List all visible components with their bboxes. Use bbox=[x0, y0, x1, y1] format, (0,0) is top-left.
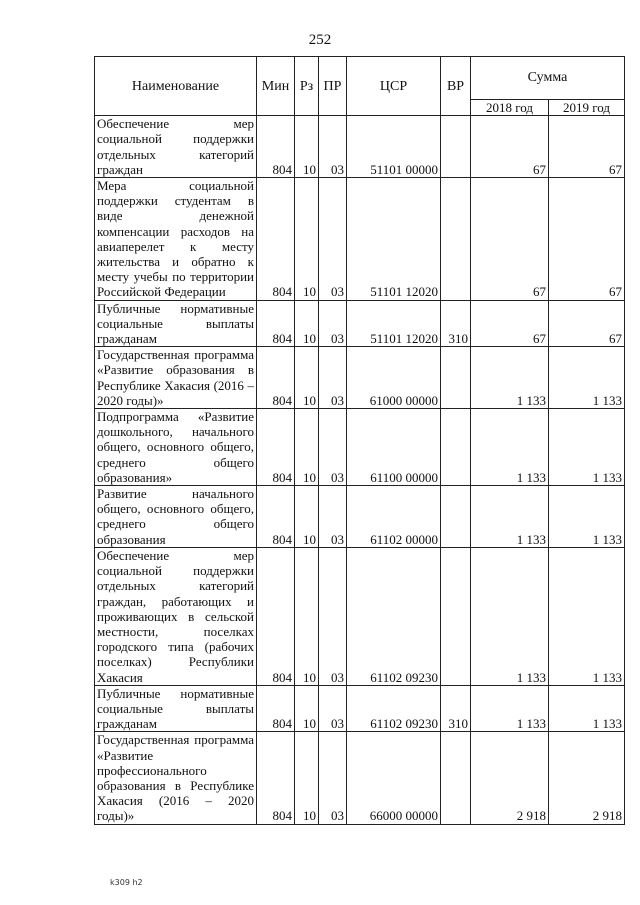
table-row bbox=[95, 486, 625, 548]
row-name: Обеспечение мер социальной поддержки отдельных категорий граждан, работающих и проживающих в сельской местности, поселках городского типа (рабочих поселках) Республики Хакасия bbox=[95, 547, 257, 685]
row-rz: 10 bbox=[295, 685, 319, 732]
row-pr: 03 bbox=[319, 347, 347, 409]
row-rz: 10 bbox=[295, 347, 319, 409]
row-rz: 10 bbox=[295, 732, 319, 824]
row-sum-2019: 1 133 bbox=[549, 486, 625, 548]
row-sum-2018: 2 918 bbox=[471, 732, 549, 824]
row-rz: 10 bbox=[295, 116, 319, 178]
table-row bbox=[95, 409, 625, 486]
row-vr bbox=[441, 486, 471, 548]
row-csr: 51101 12020 bbox=[347, 178, 441, 301]
row-sum-2018: 1 133 bbox=[471, 347, 549, 409]
row-pr: 03 bbox=[319, 685, 347, 732]
table-body bbox=[95, 116, 625, 824]
row-sum-2018: 1 133 bbox=[471, 685, 549, 732]
page-number: 252 bbox=[308, 32, 332, 48]
row-csr: 61100 00000 bbox=[347, 409, 441, 486]
row-vr: 310 bbox=[441, 685, 471, 732]
row-vr bbox=[441, 178, 471, 301]
footer-document-code: k309 h2 bbox=[110, 878, 143, 887]
row-csr: 61102 00000 bbox=[347, 486, 441, 548]
row-min: 804 bbox=[257, 347, 295, 409]
row-csr: 51101 12020 bbox=[347, 300, 441, 347]
row-sum-2018: 67 bbox=[471, 178, 549, 301]
row-min: 804 bbox=[257, 486, 295, 548]
row-name: Государственная программа «Развитие образования в Республике Хакасия (2016 – 2020 годы)» bbox=[95, 347, 257, 409]
table-row bbox=[95, 300, 625, 347]
row-min: 804 bbox=[257, 685, 295, 732]
row-vr bbox=[441, 732, 471, 824]
row-pr: 03 bbox=[319, 732, 347, 824]
header-sum: Сумма bbox=[471, 57, 625, 100]
table-row bbox=[95, 732, 625, 824]
header-year-2018: 2018 год bbox=[471, 100, 549, 116]
row-name: Обеспечение мер социальной поддержки отдельных категорий граждан bbox=[95, 116, 257, 178]
row-min: 804 bbox=[257, 547, 295, 685]
row-rz: 10 bbox=[295, 300, 319, 347]
header-csr: ЦСР bbox=[347, 57, 441, 116]
row-sum-2019: 2 918 bbox=[549, 732, 625, 824]
row-sum-2019: 1 133 bbox=[549, 347, 625, 409]
row-sum-2019: 1 133 bbox=[549, 409, 625, 486]
row-rz: 10 bbox=[295, 547, 319, 685]
row-sum-2019: 67 bbox=[549, 116, 625, 178]
row-rz: 10 bbox=[295, 486, 319, 548]
row-min: 804 bbox=[257, 116, 295, 178]
row-csr: 61000 00000 bbox=[347, 347, 441, 409]
row-pr: 03 bbox=[319, 116, 347, 178]
row-vr bbox=[441, 547, 471, 685]
row-sum-2018: 67 bbox=[471, 116, 549, 178]
header-year-2019: 2019 год bbox=[549, 100, 625, 116]
header-rz: Рз bbox=[295, 57, 319, 116]
table-row bbox=[95, 685, 625, 732]
row-csr: 61102 09230 bbox=[347, 547, 441, 685]
row-name: Публичные нормативные социальные выплаты гражданам bbox=[95, 685, 257, 732]
row-sum-2018: 1 133 bbox=[471, 486, 549, 548]
row-min: 804 bbox=[257, 409, 295, 486]
row-csr: 51101 00000 bbox=[347, 116, 441, 178]
row-pr: 03 bbox=[319, 409, 347, 486]
header-min: Мин bbox=[257, 57, 295, 116]
row-vr bbox=[441, 347, 471, 409]
budget-table bbox=[94, 56, 625, 825]
row-csr: 61102 09230 bbox=[347, 685, 441, 732]
row-name: Подпрограмма «Развитие дошкольного, начального общего, основного общего, среднего общего образования» bbox=[95, 409, 257, 486]
row-name: Развитие начального общего, основного общего, среднего общего образования bbox=[95, 486, 257, 548]
row-min: 804 bbox=[257, 178, 295, 301]
row-sum-2019: 67 bbox=[549, 300, 625, 347]
row-rz: 10 bbox=[295, 409, 319, 486]
row-pr: 03 bbox=[319, 547, 347, 685]
row-sum-2018: 1 133 bbox=[471, 547, 549, 685]
row-rz: 10 bbox=[295, 178, 319, 301]
row-min: 804 bbox=[257, 300, 295, 347]
table-row bbox=[95, 178, 625, 301]
table-row bbox=[95, 547, 625, 685]
row-sum-2019: 1 133 bbox=[549, 547, 625, 685]
row-name: Государственная программа «Развитие профессионального образования в Республике Хакасия (2016 – 2020 годы)» bbox=[95, 732, 257, 824]
row-name: Мера социальной поддержки студентам в виде денежной компенсации расходов на авиаперелет к месту жительства и обратно к месту учебы по территории Российской Федерации bbox=[95, 178, 257, 301]
row-sum-2018: 67 bbox=[471, 300, 549, 347]
header-vr: ВР bbox=[441, 57, 471, 116]
row-vr bbox=[441, 116, 471, 178]
row-sum-2019: 1 133 bbox=[549, 685, 625, 732]
header-pr: ПР bbox=[319, 57, 347, 116]
table-row bbox=[95, 116, 625, 178]
table-row bbox=[95, 347, 625, 409]
row-sum-2018: 1 133 bbox=[471, 409, 549, 486]
row-min: 804 bbox=[257, 732, 295, 824]
row-pr: 03 bbox=[319, 486, 347, 548]
row-vr bbox=[441, 409, 471, 486]
row-vr: 310 bbox=[441, 300, 471, 347]
row-sum-2019: 67 bbox=[549, 178, 625, 301]
row-pr: 03 bbox=[319, 178, 347, 301]
header-name: Наименование bbox=[95, 57, 257, 116]
row-pr: 03 bbox=[319, 300, 347, 347]
row-csr: 66000 00000 bbox=[347, 732, 441, 824]
row-name: Публичные нормативные социальные выплаты гражданам bbox=[95, 300, 257, 347]
